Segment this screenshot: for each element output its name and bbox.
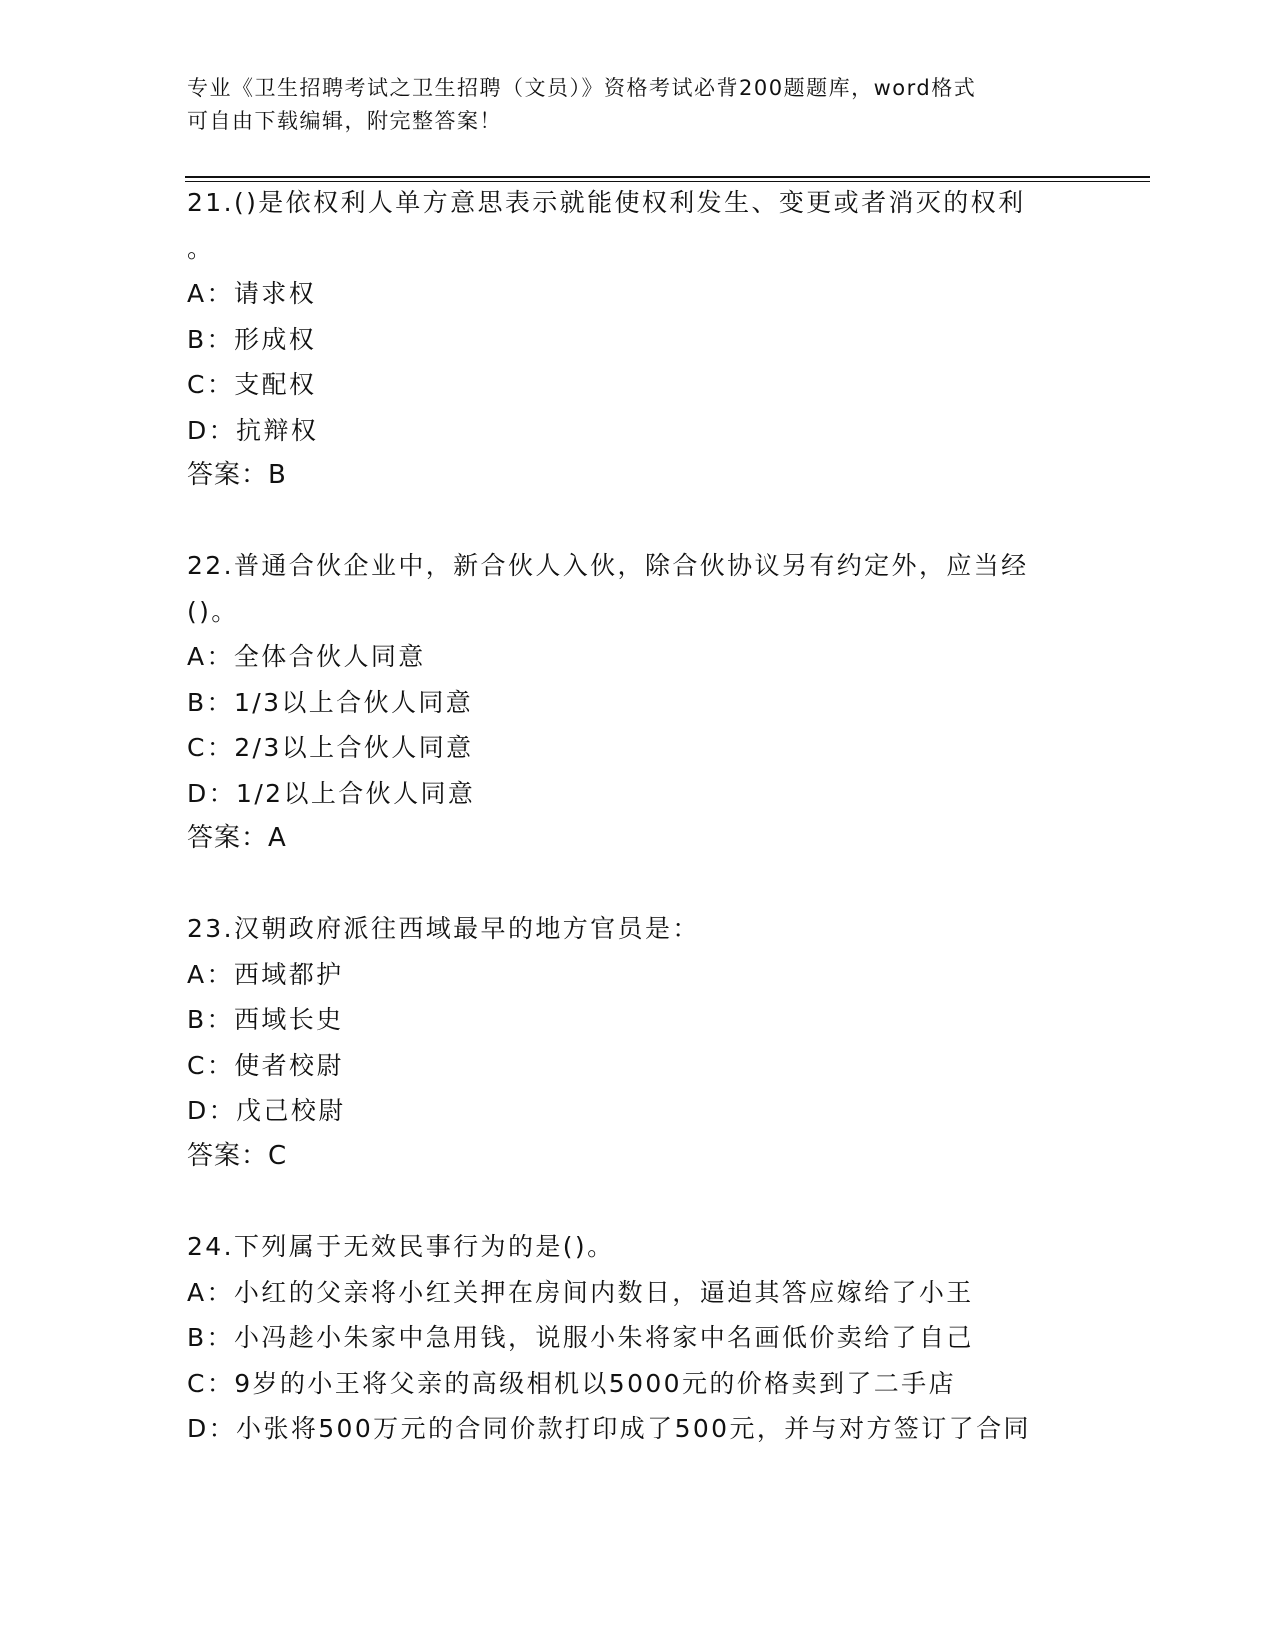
option-b: B：小冯趁小朱家中急用钱，说服小朱将家中名画低价卖给了自己 — [187, 1323, 974, 1352]
option-d: D：戊己校尉 — [187, 1096, 346, 1125]
option-d: D：小张将500万元的合同价款打印成了500元，并与对方签订了合同 — [187, 1414, 1031, 1443]
option-c: C：9岁的小王将父亲的高级相机以5000元的价格卖到了二手店 — [187, 1368, 956, 1398]
answer: 答案：B — [187, 460, 287, 490]
question-23 — [187, 906, 1087, 1179]
question-stem: 21.()是依权利人单方意思表示就能使权利发生、变更或者消灭的权利 — [187, 188, 1026, 217]
option-a: A：请求权 — [187, 279, 317, 308]
option-b: B：1/3以上合伙人同意 — [187, 687, 474, 717]
option-c: C：支配权 — [187, 370, 317, 399]
option-a: A：西域都护 — [187, 959, 344, 989]
question-stem: 24.下列属于无效民事行为的是()。 — [187, 1232, 615, 1261]
answer: 答案：C — [187, 1140, 288, 1171]
option-c: C：使者校尉 — [187, 1050, 344, 1080]
answer: 答案：A — [187, 823, 287, 853]
document-header — [187, 72, 1087, 138]
question-stem-continued: 。 — [187, 233, 215, 263]
question-stem: 23.汉朝政府派往西域最早的地方官员是： — [187, 914, 700, 943]
question-21 — [187, 180, 1087, 499]
question-stem-continued: ()。 — [187, 596, 239, 626]
option-d: D：抗辩权 — [187, 415, 319, 445]
header-line-2: 可自由下载编辑，附完整答案！ — [187, 109, 502, 133]
option-c: C：2/3以上合伙人同意 — [187, 733, 474, 762]
header-line-1: 专业《卫生招聘考试之卫生招聘（文员）》资格考试必背200题题库，word格式 — [187, 76, 977, 100]
option-a: A：小红的父亲将小红关押在房间内数日，逼迫其答应嫁给了小王 — [187, 1277, 974, 1307]
option-b: B：西域长史 — [187, 1005, 344, 1034]
option-d: D：1/2以上合伙人同意 — [187, 778, 476, 808]
question-24 — [187, 1224, 1087, 1452]
option-a: A：全体合伙人同意 — [187, 642, 426, 671]
header-divider-thick — [185, 176, 1150, 178]
option-b: B：形成权 — [187, 324, 317, 354]
question-22 — [187, 543, 1087, 862]
question-stem: 22.普通合伙企业中，新合伙人入伙，除合伙协议另有约定外，应当经 — [187, 551, 1029, 580]
